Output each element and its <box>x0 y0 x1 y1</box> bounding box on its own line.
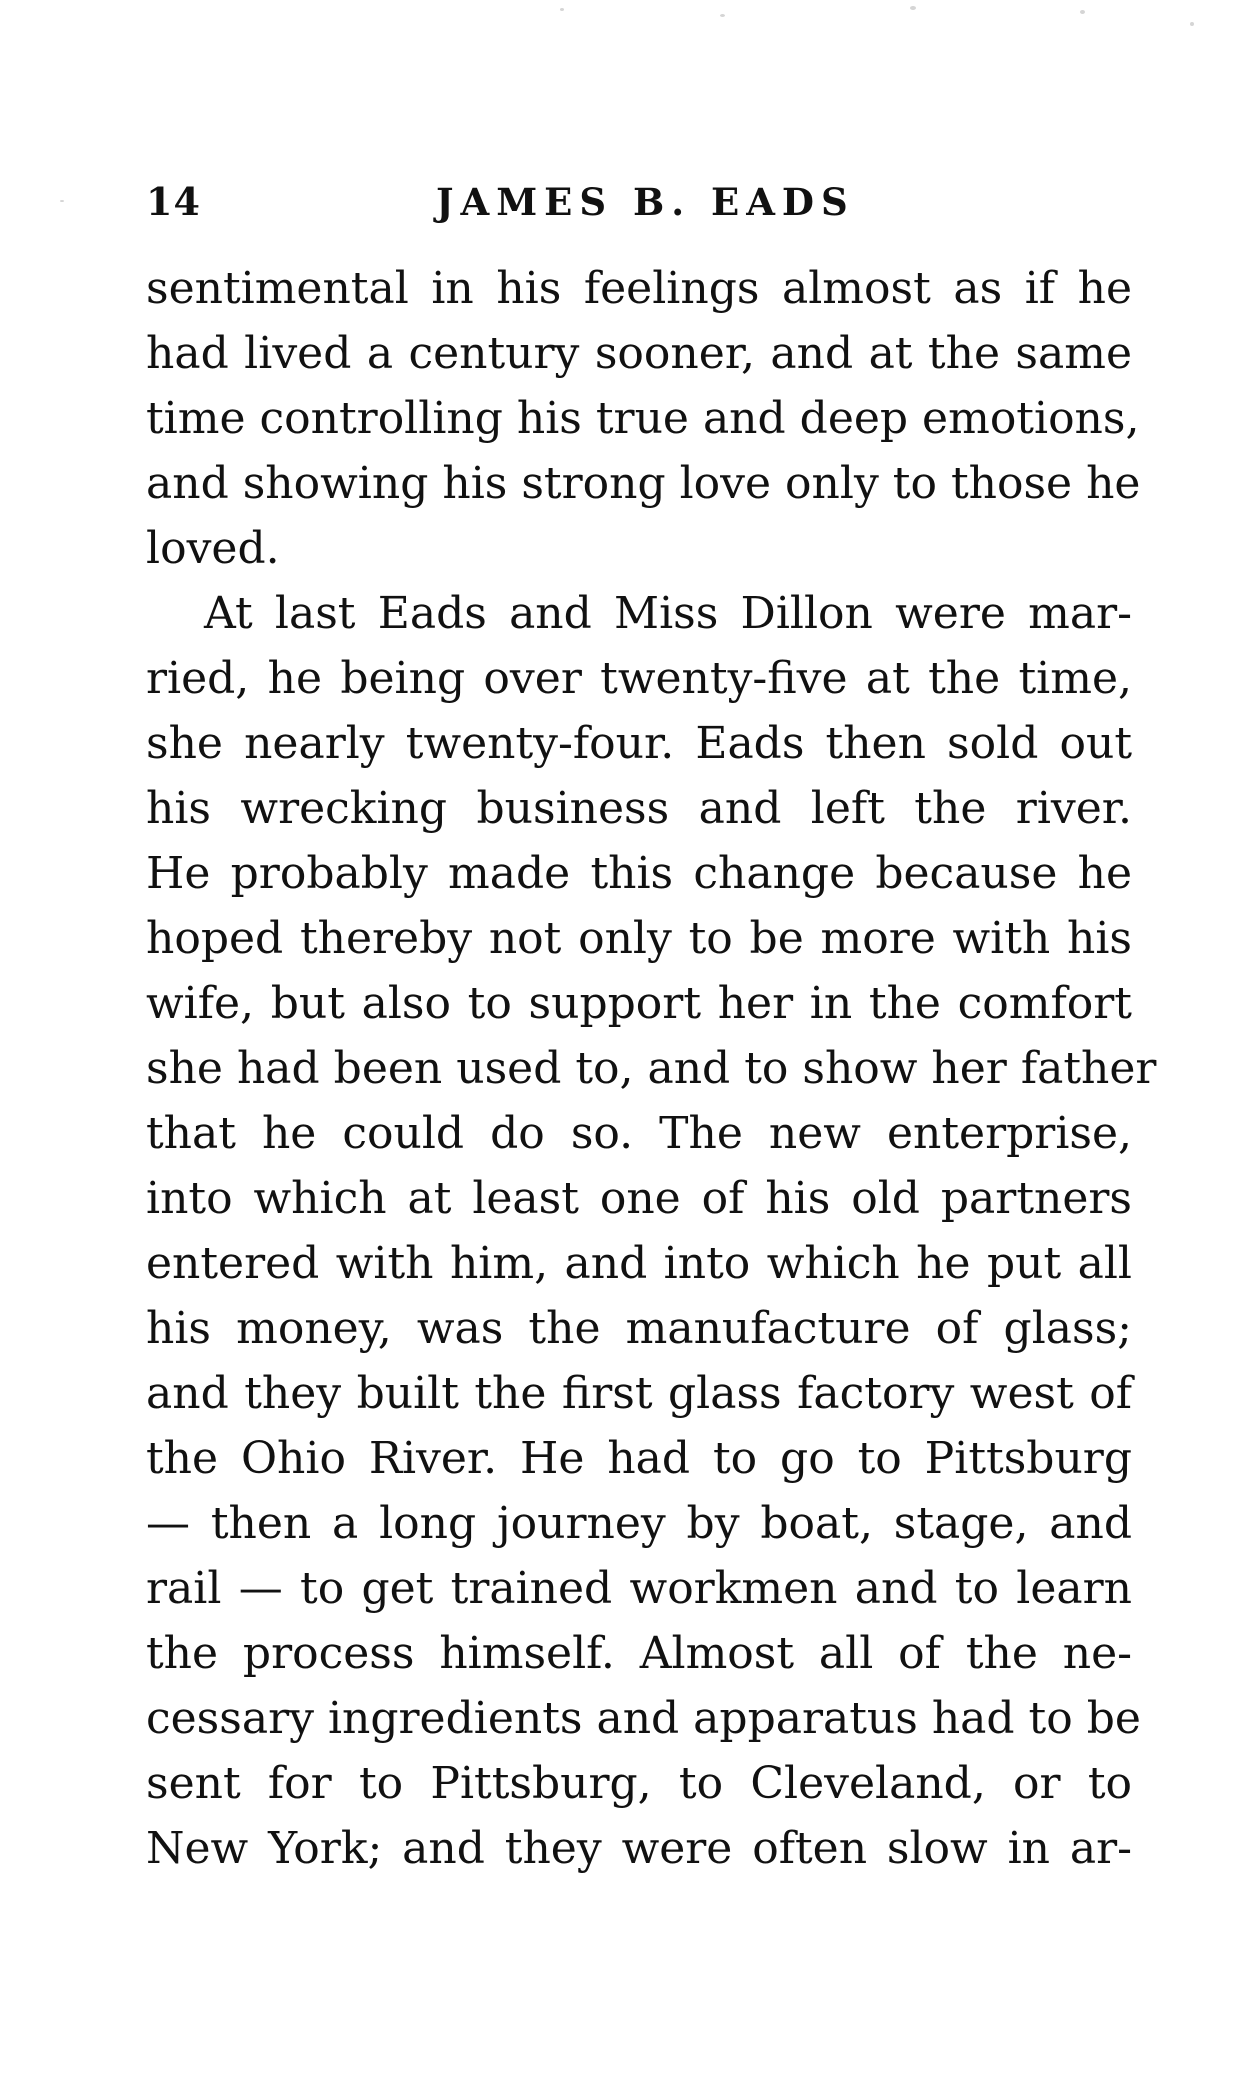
text-line: At last Eads and Miss Dillon were mar- <box>204 588 1132 639</box>
text-line: the Ohio River. He had to go to Pittsburg <box>146 1433 1132 1484</box>
text-line: sent for to Pittsburg, to Cleveland, or to <box>146 1758 1132 1809</box>
text-line: she had been used to, and to show her father <box>146 1043 1157 1094</box>
text-line: rail — to get trained workmen and to learn <box>146 1563 1132 1614</box>
text-line: and they built the first glass factory west of <box>146 1368 1132 1419</box>
text-line: his wrecking business and left the river. <box>146 783 1132 834</box>
text-line: sentimental in his feelings almost as if he <box>146 263 1132 314</box>
text-line: had lived a century sooner, and at the same <box>146 328 1132 379</box>
running-head: JAMES B. EADS <box>436 180 855 224</box>
scan-speck <box>910 6 916 10</box>
page-number: 14 <box>146 179 201 224</box>
page-header <box>146 174 1132 230</box>
scan-speck <box>560 8 564 11</box>
text-line: entered with him, and into which he put all <box>146 1238 1132 1289</box>
text-line: she nearly twenty-four. Eads then sold out <box>146 718 1132 769</box>
text-line: hoped thereby not only to be more with his <box>146 913 1132 964</box>
text-line: and showing his strong love only to those he <box>146 458 1141 509</box>
text-line: the process himself. Almost all of the ne- <box>146 1628 1132 1679</box>
text-line: New York; and they were often slow in ar- <box>146 1823 1132 1874</box>
text-line: cessary ingredients and apparatus had to be <box>146 1693 1141 1744</box>
text-line: — then a long journey by boat, stage, and <box>146 1498 1132 1549</box>
text-line: into which at least one of his old partners <box>146 1173 1132 1224</box>
text-line: time controlling his true and deep emotions, <box>146 393 1140 444</box>
text-line: that he could do so. The new enterprise, <box>146 1108 1132 1159</box>
text-line: He probably made this change because he <box>146 848 1132 899</box>
text-line: wife, but also to support her in the comfort <box>146 978 1132 1029</box>
scan-speck <box>720 14 725 17</box>
scan-speck <box>1190 22 1194 26</box>
body-text <box>146 256 1157 1881</box>
scan-speck <box>1080 10 1085 14</box>
paragraph <box>146 581 1157 1881</box>
text-line: ried, he being over twenty-five at the time, <box>146 653 1132 704</box>
text-line: loved. <box>146 523 280 574</box>
paragraph <box>146 256 1141 581</box>
scan-speck <box>60 200 64 202</box>
text-line: his money, was the manufacture of glass; <box>146 1303 1132 1354</box>
